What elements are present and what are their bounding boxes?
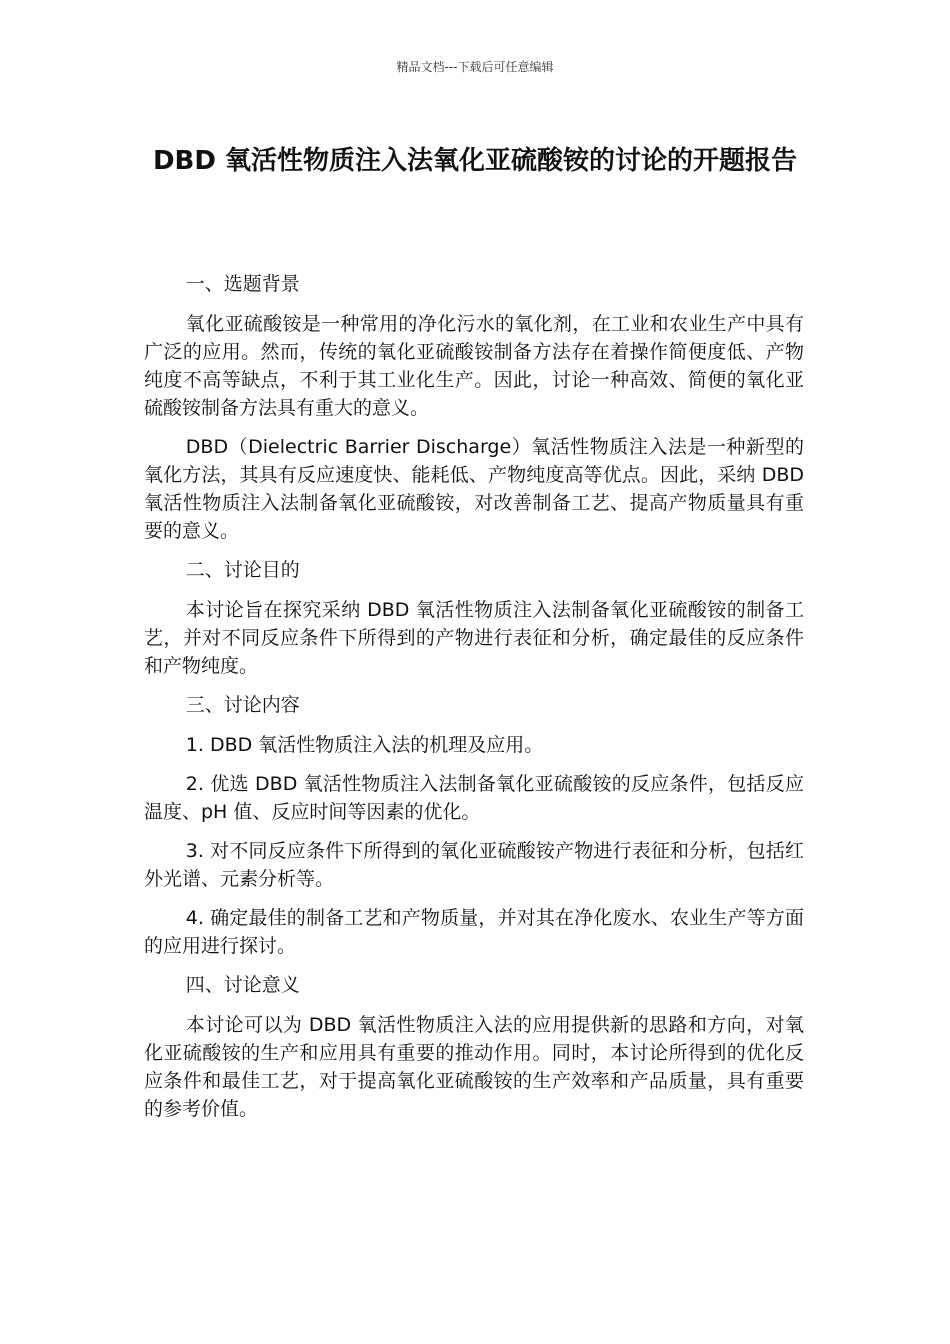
section-heading-content: 三、讨论内容 <box>185 694 300 716</box>
content-item-4: 4. 确定最佳的制备工艺和产物质量，并对其在净化废水、农业生产等方面的应用进行探讨。 <box>144 907 804 957</box>
section-heading-background: 一、选题背景 <box>185 273 300 295</box>
document-body <box>144 270 804 1134</box>
content-item-2: 2. 优选 DBD 氧活性物质注入法制备氧化亚硫酸铵的反应条件，包括反应温度、pH 值、反应时间等因素的优化。 <box>144 773 804 823</box>
section-heading-purpose: 二、讨论目的 <box>185 559 300 581</box>
paragraph-background-1: 氧化亚硫酸铵是一种常用的净化污水的氧化剂，在工业和农业生产中具有广泛的应用。然而，传统的氧化亚硫酸铵制备方法存在着操作简便度低、产物纯度不高等缺点，不利于其工业化生产。因此，讨论一种高效、简便的氧化亚硫酸铵制备方法具有重大的意义。 <box>144 313 804 419</box>
document-title: DBD 氧活性物质注入法氧化亚硫酸铵的讨论的开题报告 <box>152 146 798 176</box>
paragraph-purpose: 本讨论旨在探究采纳 DBD 氧活性物质注入法制备氧化亚硫酸铵的制备工艺，并对不同反应条件下所得到的产物进行表征和分析，确定最佳的反应条件和产物纯度。 <box>144 599 804 677</box>
header-note: 精品文档---下载后可任意编辑 <box>396 60 554 74</box>
content-item-1: 1. DBD 氧活性物质注入法的机理及应用。 <box>185 734 544 756</box>
paragraph-background-2: DBD（Dielectric Barrier Discharge）氧活性物质注入法是一种新型的氧化方法，其具有反应速度快、能耗低、产物纯度高等优点。因此，采纳 DBD 氧活性物质注入法制备氧化亚硫酸铵，对改善制备工艺、提高产物质量具有重要的意义。 <box>144 436 804 542</box>
content-item-3: 3. 对不同反应条件下所得到的氧化亚硫酸铵产物进行表征和分析，包括红外光谱、元素分析等。 <box>144 840 804 890</box>
section-heading-significance: 四、讨论意义 <box>185 974 300 996</box>
paragraph-significance: 本讨论可以为 DBD 氧活性物质注入法的应用提供新的思路和方向，对氧化亚硫酸铵的生产和应用具有重要的推动作用。同时，本讨论所得到的优化反应条件和最佳工艺，对于提高氧化亚硫酸铵的生产效率和产品质量，具有重要的参考价值。 <box>144 1014 804 1120</box>
